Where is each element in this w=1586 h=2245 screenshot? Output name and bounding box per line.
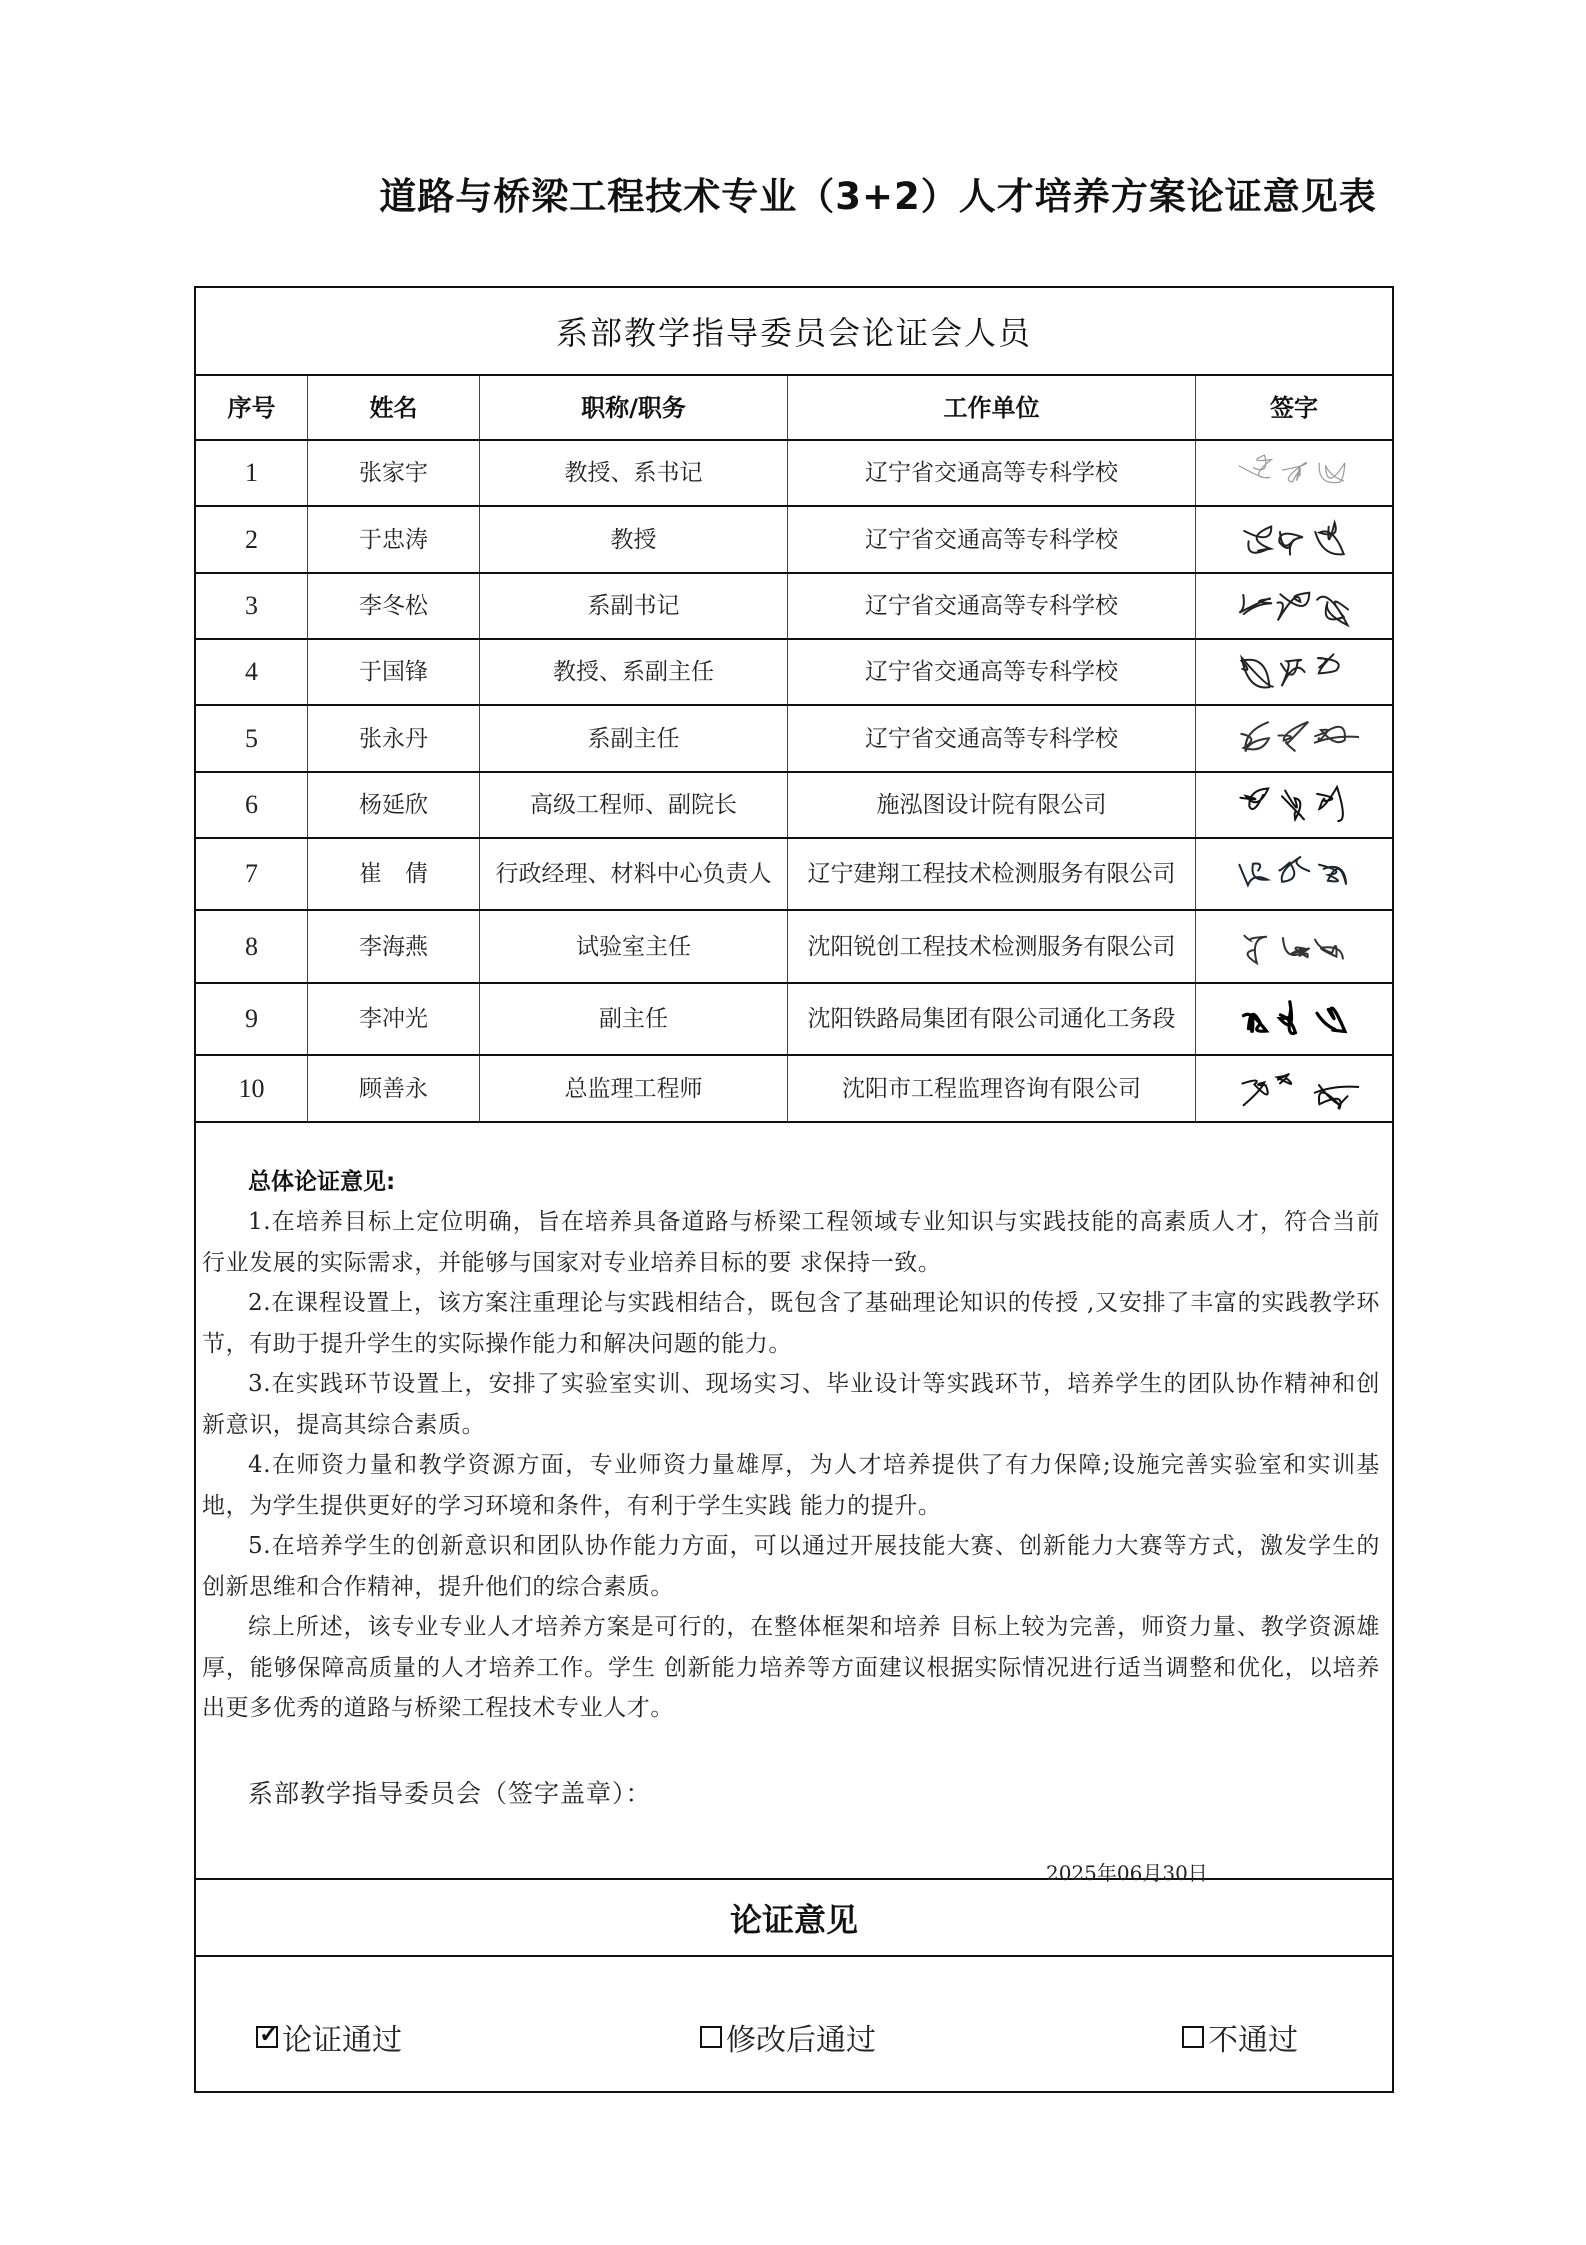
checkbox-rejected[interactable] xyxy=(1182,2026,1204,2048)
document-title: 道路与桥梁工程技术专业（3+2）人才培养方案论证意见表 xyxy=(379,175,1377,218)
member-unit xyxy=(788,1056,1196,1121)
option-rejected-label: 不通过 xyxy=(1208,2023,1298,2058)
member-title xyxy=(480,839,788,909)
member-signature xyxy=(1196,640,1392,704)
option-rejected[interactable] xyxy=(1182,2015,1298,2059)
member-no-text: 6 xyxy=(245,790,258,819)
member-no-text: 7 xyxy=(245,859,258,888)
table-row xyxy=(196,984,1392,1056)
handwritten-signature xyxy=(1219,993,1369,1045)
member-no xyxy=(196,507,308,572)
member-unit xyxy=(788,911,1196,982)
member-no-text: 1 xyxy=(245,458,258,487)
member-no xyxy=(196,706,308,771)
member-unit-text: 沈阳锐创工程技术检测服务有限公司 xyxy=(807,933,1176,960)
member-name-text: 于国锋 xyxy=(359,659,428,685)
signature-stroke xyxy=(1280,1002,1296,1034)
member-no-text: 4 xyxy=(245,657,258,686)
opinion-paragraph: 1.在培养目标上定位明确，旨在培养具备道路与桥梁工程领域专业知识与实践技能的高素质人才，符合当前行业发展的实际需求，并能够与国家对专业培养目标的要 求保持一致。 xyxy=(202,1209,1380,1276)
header-signature: 签字 xyxy=(1270,393,1318,422)
signature-stroke xyxy=(1283,462,1307,481)
option-approved-label: 论证通过 xyxy=(282,2023,402,2058)
member-signature xyxy=(1196,984,1392,1054)
member-no xyxy=(196,441,308,505)
checkbox-approved[interactable] xyxy=(256,2026,278,2048)
member-title-text: 系副书记 xyxy=(587,593,680,619)
member-title xyxy=(480,911,788,982)
member-no-text: 9 xyxy=(245,1004,258,1033)
member-name xyxy=(308,441,480,505)
signature-stroke xyxy=(1319,463,1345,483)
member-unit-text: 辽宁省交通高等专科学校 xyxy=(865,526,1118,553)
verdict-options xyxy=(196,1957,1392,2091)
member-signature xyxy=(1196,574,1392,638)
member-title xyxy=(480,441,788,505)
member-title-text: 总监理工程师 xyxy=(564,1075,703,1102)
handwritten-signature xyxy=(1219,713,1369,765)
member-unit xyxy=(788,507,1196,572)
member-no-text: 10 xyxy=(238,1073,265,1103)
opinion-date: 2025年06月30日 xyxy=(1046,1861,1208,1885)
member-unit-text: 沈阳市工程监理咨询有限公司 xyxy=(842,1075,1141,1102)
member-name xyxy=(308,839,480,909)
signature-stroke xyxy=(1281,660,1305,686)
member-unit xyxy=(788,706,1196,771)
member-name-text: 张永丹 xyxy=(359,725,428,752)
handwritten-signature xyxy=(1219,1063,1369,1115)
signature-stroke xyxy=(1278,593,1310,621)
opinion-heading: 总体论证意见: xyxy=(248,1169,396,1195)
member-unit-text: 沈阳铁路局集团有限公司通化工务段 xyxy=(807,1006,1176,1032)
table-row xyxy=(196,839,1392,911)
handwritten-signature xyxy=(1219,779,1369,831)
member-unit-text: 辽宁省交通高等专科学校 xyxy=(865,659,1118,685)
signature-stroke xyxy=(1241,722,1269,751)
signature-stroke xyxy=(1240,789,1268,810)
member-title xyxy=(480,706,788,771)
table-row xyxy=(196,911,1392,984)
signature-stroke xyxy=(1315,726,1345,741)
member-name xyxy=(308,984,480,1054)
member-title-text: 高级工程师、副院长 xyxy=(530,792,737,818)
member-no-text: 3 xyxy=(245,591,258,620)
member-title xyxy=(480,507,788,572)
header-title: 职称/职务 xyxy=(480,376,788,439)
table-row xyxy=(196,441,1392,507)
member-no-text: 8 xyxy=(245,931,258,961)
member-name xyxy=(308,911,480,982)
option-approved-after-revision[interactable] xyxy=(700,2015,876,2059)
member-signature xyxy=(1196,1056,1392,1121)
member-name-text: 崔 倩 xyxy=(359,861,428,887)
table-row xyxy=(196,640,1392,706)
signature-stroke xyxy=(1315,522,1344,554)
member-rows xyxy=(196,441,1392,1123)
member-name xyxy=(308,507,480,572)
verdict-heading: 论证意见 xyxy=(196,1880,1392,1957)
header-unit: 工作单位 xyxy=(788,376,1196,439)
signature-stroke xyxy=(1243,1014,1266,1032)
member-signature xyxy=(1196,911,1392,982)
member-title-text: 行政经理、材料中心负责人 xyxy=(495,861,772,887)
committee-signature-label: 系部教学指导委员会（签字盖章）： xyxy=(248,1779,652,1808)
member-unit-text: 施泓图设计院有限公司 xyxy=(876,792,1107,818)
member-title-text: 教授 xyxy=(610,526,657,553)
member-name-text: 顾善永 xyxy=(359,1075,428,1102)
handwritten-signature xyxy=(1219,921,1369,973)
handwritten-signature xyxy=(1219,514,1369,566)
member-no xyxy=(196,984,308,1054)
signature-stroke xyxy=(1282,791,1304,820)
member-signature xyxy=(1196,706,1392,771)
member-unit-text: 辽宁省交通高等专科学校 xyxy=(865,460,1118,486)
overall-opinion-section xyxy=(196,1123,1392,1885)
member-unit-text: 辽宁省交通高等专科学校 xyxy=(865,593,1118,619)
member-no xyxy=(196,773,308,837)
signature-stroke xyxy=(1239,863,1267,885)
checkbox-approved-after-revision[interactable] xyxy=(700,2026,722,2048)
signature-stroke xyxy=(1315,939,1343,958)
signature-stroke xyxy=(1244,526,1271,552)
member-title xyxy=(480,574,788,638)
handwritten-signature xyxy=(1219,848,1369,900)
member-name-text: 杨延欣 xyxy=(359,792,428,818)
header-name: 姓名 xyxy=(308,376,480,439)
member-name xyxy=(308,1056,480,1121)
signature-stroke xyxy=(1242,658,1273,688)
signature-stroke xyxy=(1317,597,1348,625)
member-unit xyxy=(788,773,1196,837)
opinion-paragraph: 3.在实践环节设置上，安排了实验室实训、现场实习、毕业设计等实践环节，培养学生的团队协作精神和创新意识，提高其综合素质。 xyxy=(202,1371,1380,1438)
member-no xyxy=(196,1056,308,1121)
member-no-text: 5 xyxy=(245,723,258,753)
option-approved-after-revision-label: 修改后通过 xyxy=(726,2023,876,2058)
member-unit xyxy=(788,984,1196,1054)
signature-stroke xyxy=(1242,1080,1267,1105)
member-title-text: 系副主任 xyxy=(587,725,680,752)
member-title-text: 教授、系书记 xyxy=(564,460,703,486)
signature-stroke xyxy=(1279,531,1303,554)
member-title xyxy=(480,773,788,837)
signature-stroke xyxy=(1277,1074,1291,1084)
member-name-text: 李冬松 xyxy=(359,593,428,619)
committee-section-title: 系部教学指导委员会论证会人员 xyxy=(196,288,1392,376)
member-name xyxy=(308,773,480,837)
member-signature xyxy=(1196,839,1392,909)
table-row xyxy=(196,773,1392,839)
member-unit-text: 辽宁省交通高等专科学校 xyxy=(865,725,1118,752)
opinion-paragraph: 2.在课程设置上，该方案注重理论与实践相结合，既包含了基础理论知识的传授 ,又安排了丰富的实践教学环节，有助于提升学生的实际操作能力和解决问题的能力。 xyxy=(202,1290,1380,1357)
member-unit xyxy=(788,574,1196,638)
member-no-text: 2 xyxy=(245,524,258,554)
member-no xyxy=(196,574,308,638)
opinion-paragraph: 5.在培养学生的创新意识和团队协作能力方面，可以通过开展技能大赛、创新能力大赛等方式，激发学生的创新思维和合作精神，提升他们的综合素质。 xyxy=(202,1533,1380,1600)
member-signature xyxy=(1196,507,1392,572)
member-unit xyxy=(788,640,1196,704)
member-unit xyxy=(788,441,1196,505)
table-row xyxy=(196,507,1392,574)
member-title xyxy=(480,984,788,1054)
table-header-row xyxy=(196,376,1392,441)
signature-stroke xyxy=(1244,935,1267,963)
member-name-text: 李海燕 xyxy=(359,933,428,960)
member-signature xyxy=(1196,441,1392,505)
member-signature xyxy=(1196,773,1392,837)
table-row xyxy=(196,706,1392,773)
signature-stroke xyxy=(1317,787,1343,821)
evaluation-form-table xyxy=(194,286,1394,2093)
signature-stroke xyxy=(1317,654,1339,673)
member-unit xyxy=(788,839,1196,909)
table-row xyxy=(196,1056,1392,1123)
member-title xyxy=(480,1056,788,1121)
signature-stroke xyxy=(1279,721,1309,750)
member-name-text: 张家宇 xyxy=(359,460,428,486)
signature-stroke xyxy=(1319,865,1346,885)
handwritten-signature xyxy=(1219,580,1369,632)
signature-stroke xyxy=(1239,455,1271,478)
member-title-text: 副主任 xyxy=(599,1006,668,1032)
member-title-text: 试验室主任 xyxy=(576,933,691,960)
member-title-text: 教授、系副主任 xyxy=(553,659,714,685)
member-name xyxy=(308,640,480,704)
signature-stroke xyxy=(1317,1008,1345,1031)
member-no xyxy=(196,911,308,982)
signature-stroke xyxy=(1279,857,1309,882)
member-unit-text: 辽宁建翔工程技术检测服务有限公司 xyxy=(807,861,1176,887)
member-name-text: 李冲光 xyxy=(359,1006,428,1032)
member-name xyxy=(308,574,480,638)
opinion-summary: 综上所述，该专业专业人才培养方案是可行的，在整体框架和培养 目标上较为完善，师资力量、教学资源雄厚，能够保障高质量的人才培养工作。学生 创新能力培养等方面建议根据实际情况进行适当调整和优化，以培养出更多优秀的道路与桥梁工程技术专业人才。 xyxy=(202,1614,1380,1721)
member-name xyxy=(308,706,480,771)
member-no xyxy=(196,640,308,704)
member-name-text: 于忠涛 xyxy=(359,526,428,553)
signature-stroke xyxy=(1239,595,1272,614)
handwritten-signature xyxy=(1219,447,1369,499)
handwritten-signature xyxy=(1219,646,1369,698)
member-no xyxy=(196,839,308,909)
member-title xyxy=(480,640,788,704)
signature-stroke xyxy=(1283,938,1310,957)
header-no: 序号 xyxy=(196,376,308,439)
option-approved[interactable] xyxy=(256,2015,402,2059)
table-row xyxy=(196,574,1392,640)
opinion-paragraph: 4.在师资力量和教学资源方面，专业师资力量雄厚，为人才培养提供了有力保障;设施完善实验室和实训基地，为学生提供更好的学习环境和条件，有利于学生实践 能力的提升。 xyxy=(202,1452,1380,1519)
